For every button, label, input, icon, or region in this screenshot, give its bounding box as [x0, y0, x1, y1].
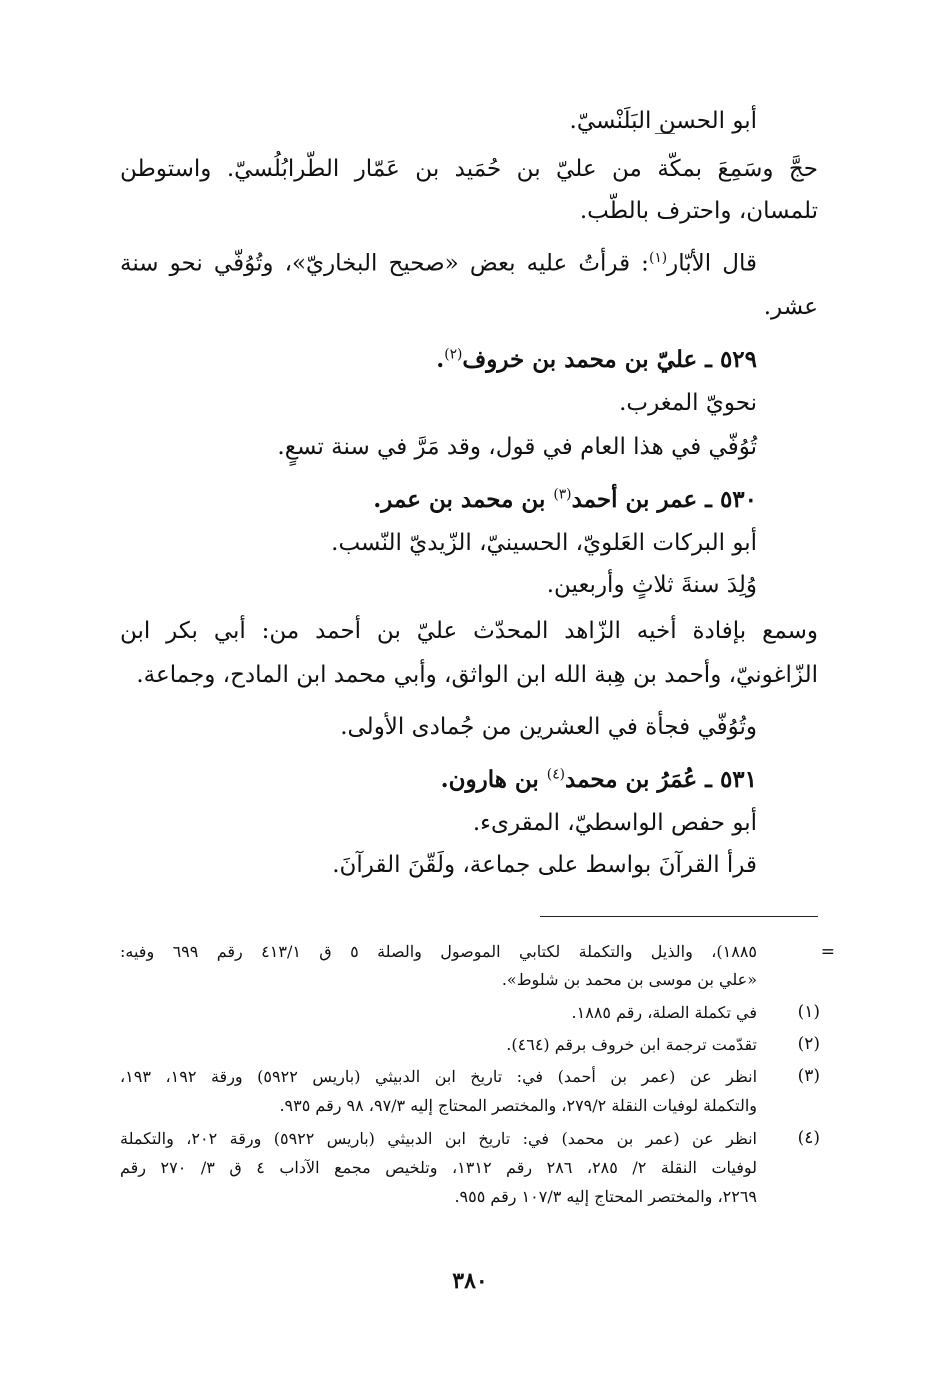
body-line-17: قرأ القرآنَ بواسط على جماعة، ولَقّنَ القرآنَ. — [332, 852, 757, 878]
page-number: ٣٨٠ — [452, 1268, 488, 1294]
footnote-separator — [540, 916, 818, 917]
footnote-3-line-2: والتكملة لوفيات النقلة ٢٧٩/٢، والمختصر المحتاج إليه ٩٧/٣، ٩٨ رقم ٩٣٥. — [279, 1096, 757, 1115]
footnote-ref-1[interactable]: (١) — [648, 250, 668, 266]
entry-heading-531: ٥٣١ ـ عُمَرُ بن محمد$^{(٤)}$ بن هارون. — [440, 766, 757, 793]
footnote-2-text: تقدّمت ترجمة ابن خروف برقم (٤٦٤). — [506, 1035, 757, 1054]
footnote-ref-2[interactable]: (٢) — [444, 346, 463, 363]
body-line-5: عشر. — [763, 294, 818, 320]
body-line-10: أبو البركات العَلويّ، الحسينيّ، الزّيديّ النّسب. — [331, 530, 757, 556]
body-line-1: أبو الحسن البَلَنْسيّ. — [569, 108, 757, 134]
footnote-continuation-marker: = — [820, 942, 835, 962]
body-line-13: الزّاغونيّ، وأحمد بن هِبة الله ابن الواثق، وأبي محمد ابن المادح، وجماعة. — [136, 662, 818, 688]
footnote-4-line-2: لوفيات النقلة ٢/ ٢٨٥، ٢٨٦ رقم ١٣١٢، وتلخيص مجمع الآداب ٤ ق ٣/ ٢٧٠ رقم — [120, 1158, 758, 1177]
footnote-4-number: (٤) — [797, 1128, 820, 1148]
footnote-2-number: (٢) — [797, 1034, 820, 1054]
footnote-4-line-3: ٢٢٦٩، والمختصر المحتاج إليه ١٠٧/٣ رقم ٩٥٥. — [454, 1187, 757, 1206]
body-line-11: وُلِدَ سنةَ ثلاثٍ وأربعين. — [546, 572, 757, 598]
body-line-16: أبو حفص الواسطيّ، المقرىء. — [472, 810, 757, 836]
body-line-14: وتُوُفّي فجأة في العشرين من جُمادى الأولى. — [340, 714, 757, 740]
body-line-12: وسمع بإفادة أخيه الزّاهد المحدّث عليّ بن أحمد من: أبي بكر ابن — [120, 618, 818, 644]
footnote-1-number: (١) — [797, 1002, 820, 1022]
footnote-ref-4[interactable]: (٤) — [546, 766, 565, 783]
body-line-4: قال الأبّار$^{(١)}$: قرأتُ عليه بعض «صحيح البخاريّ»، وتُوُفّي نحو سنة — [120, 250, 757, 277]
footnote-3-number: (٣) — [797, 1066, 820, 1086]
body-line-3: تلمسان، واحترف بالطّب. — [579, 198, 818, 224]
entry-heading-530: ٥٣٠ ـ عمر بن أحمد$^{(٣)}$ بن محمد بن عمر. — [373, 486, 757, 513]
footnote-ref-3[interactable]: (٣) — [553, 486, 572, 503]
footnote-1-text: في تكملة الصلة، رقم ١٨٨٥. — [571, 1003, 757, 1022]
body-line-2: حجَّ وسَمِعَ بمكّة من عليّ بن حُمَيد بن عَمّار الطّرابُلُسيّ. واستوطن — [120, 156, 818, 182]
footnote-4-line-1: انظر عن (عمر بن محمد) في: تاريخ ابن الدبيثي (باريس ٥٩٢٢) ورقة ٢٠٢، والتكملة — [120, 1129, 758, 1148]
footnote-continuation-line-1: ١٨٨٥)، والذيل والتكملة لكتابي الموصول والصلة ٥ ق ٤١٣/١ رقم ٦٩٩ وفيه: — [120, 942, 757, 961]
footnote-continuation-line-2: «علي بن موسى بن محمد بن شلوط». — [501, 970, 757, 989]
body-line-8: تُوُفّي في هذا العام في قول، وقد مَرَّ في سنة تسعٍ. — [277, 434, 757, 460]
entry-heading-529: ٥٢٩ ـ عليّ بن محمد بن خروف$^{(٢)}$. — [436, 346, 757, 373]
footnote-3-line-1: انظر عن (عمر بن أحمد) في: تاريخ ابن الدبيثي (باريس ٥٩٢٢) ورقة ١٩٢، ١٩٣، — [120, 1067, 758, 1086]
body-line-7: نحويّ المغرب. — [619, 390, 757, 416]
